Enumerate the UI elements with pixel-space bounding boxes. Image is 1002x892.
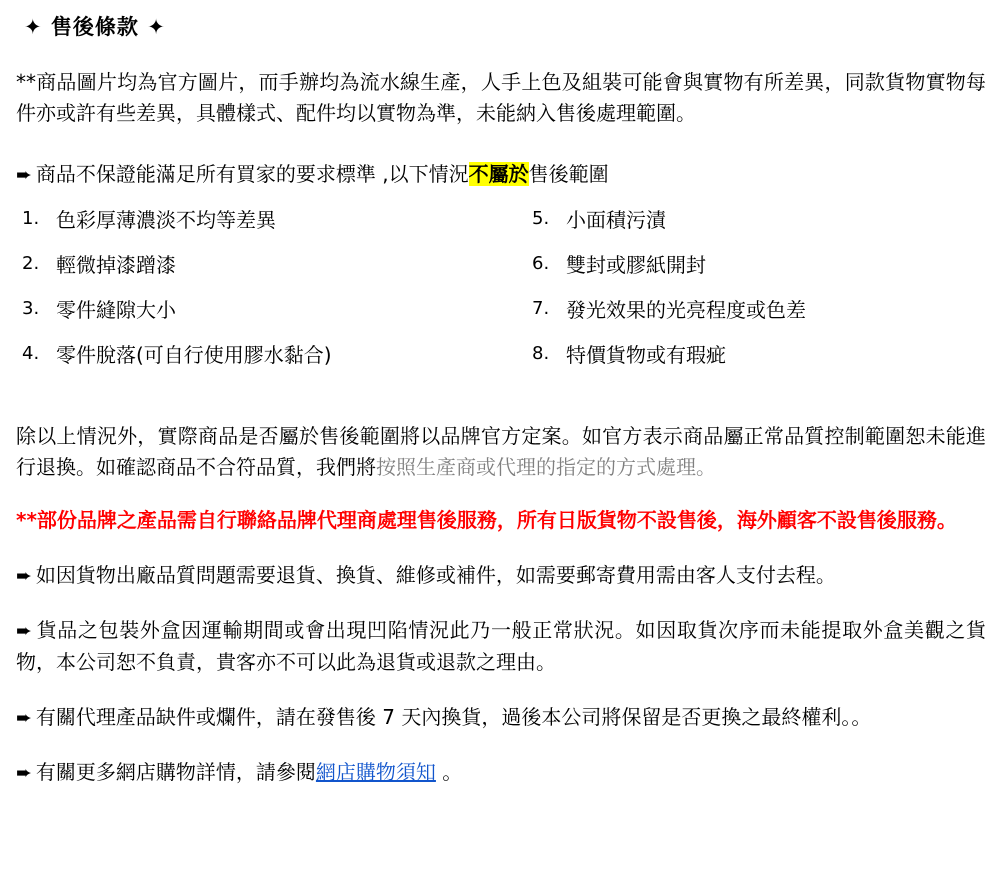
- exclusions-lists: [16, 207, 986, 387]
- policy-paragraph: [16, 421, 986, 483]
- intro-paragraph: **商品圖片均為官方圖片，而手辦均為流水線生產，人手上色及組裝可能會與實物有所差異，同款貨物實物每件亦或許有些差異，具體樣式、配件均以實物為準，未能納入售後處理範圍。: [16, 70, 986, 126]
- list-item: [532, 297, 986, 323]
- arrow-icon: ➨: [16, 706, 32, 729]
- list-item: [532, 207, 986, 233]
- list-item: [22, 252, 504, 278]
- scope-notice-line: [16, 159, 986, 190]
- list-item-label: 發光效果的光亮程度或色差: [566, 297, 806, 322]
- list-item-label: 輕微掉漆蹭漆: [56, 252, 176, 277]
- bullet-line-3-text: 有關代理產品缺件或爛件，請在發售後 7 天內換貨，過後本公司將保留是否更換之最終權利。。: [35, 704, 872, 729]
- list-item-label: 小面積污漬: [566, 207, 666, 232]
- bullet-line-1: [16, 560, 986, 591]
- list-item: [532, 252, 986, 278]
- bullet-line-2-text: 貨品之包裝外盒因運輸期間或會出現凹陷情況此乃一般正常狀況。如因取貨次序而未能提取外盒美觀之貨物，本公司恕不負責，貴客亦不可以此為退貨或退款之理由。: [16, 618, 986, 674]
- red-notice-paragraph: **部份品牌之產品需自行聯絡品牌代理商處理售後服務，所有日版貨物不設售後，海外顧客不設售後服務。: [16, 507, 957, 532]
- arrow-icon: ➨: [16, 564, 32, 587]
- list-item-number: 8.: [532, 342, 550, 364]
- page-title: ✦ 售後條款 ✦: [24, 15, 166, 39]
- list-item: [22, 207, 504, 233]
- list-item-number: 2.: [22, 252, 40, 274]
- bullet-line-2: [16, 615, 986, 677]
- list-item-number: 6.: [532, 252, 550, 274]
- list-item-label: 零件脫落(可自行使用膠水黏合): [56, 342, 332, 367]
- list-item-label: 雙封或膠紙開封: [566, 252, 706, 277]
- arrow-icon: ➨: [16, 620, 32, 643]
- arrow-icon: ➨: [16, 762, 32, 785]
- list-item-number: 3.: [22, 297, 40, 319]
- shopping-guide-before: 有關更多網店購物詳情，請參閱: [35, 760, 316, 785]
- arrow-icon: ➨: [16, 164, 32, 187]
- scope-notice-before: 商品不保證能滿足所有買家的要求標準 ,以下情況: [35, 162, 469, 187]
- list-item-label: 零件縫隙大小: [56, 297, 176, 322]
- bullet-line-1-text: 如因貨物出廠品質問題需要退貨、換貨、維修或補件，如需要郵寄費用需由客人支付去程。: [35, 562, 836, 587]
- exclusions-right-column: [504, 207, 986, 387]
- shopping-guide-line: [16, 757, 986, 788]
- list-item-number: 7.: [532, 297, 550, 319]
- policy-paragraph-black: 除以上情況外，實際商品是否屬於售後範圍將以品牌官方定案。如官方表示商品屬正常品質控制範圍恕未能進行退換。如確認商品不合符品質，我們將: [16, 423, 986, 479]
- list-item-label: 色彩厚薄濃淡不均等差異: [56, 207, 276, 232]
- list-item: [22, 297, 504, 323]
- list-item-number: 4.: [22, 342, 40, 364]
- list-item-label: 特價貨物或有瑕疵: [566, 342, 726, 367]
- list-item: [532, 342, 986, 368]
- list-item-number: 5.: [532, 207, 550, 229]
- list-item: [22, 342, 504, 368]
- list-item-number: 1.: [22, 207, 40, 229]
- scope-notice-after: 售後範圍: [528, 162, 609, 187]
- shopping-guide-link[interactable]: 網店購物須知: [315, 760, 436, 785]
- policy-paragraph-grey: 按照生產商或代理的指定的方式處理。: [376, 454, 716, 479]
- shopping-guide-after: 。: [435, 760, 463, 785]
- scope-notice-highlight: 不屬於: [468, 162, 529, 187]
- exclusions-left-column: [22, 207, 504, 387]
- bullet-line-3: [16, 702, 986, 733]
